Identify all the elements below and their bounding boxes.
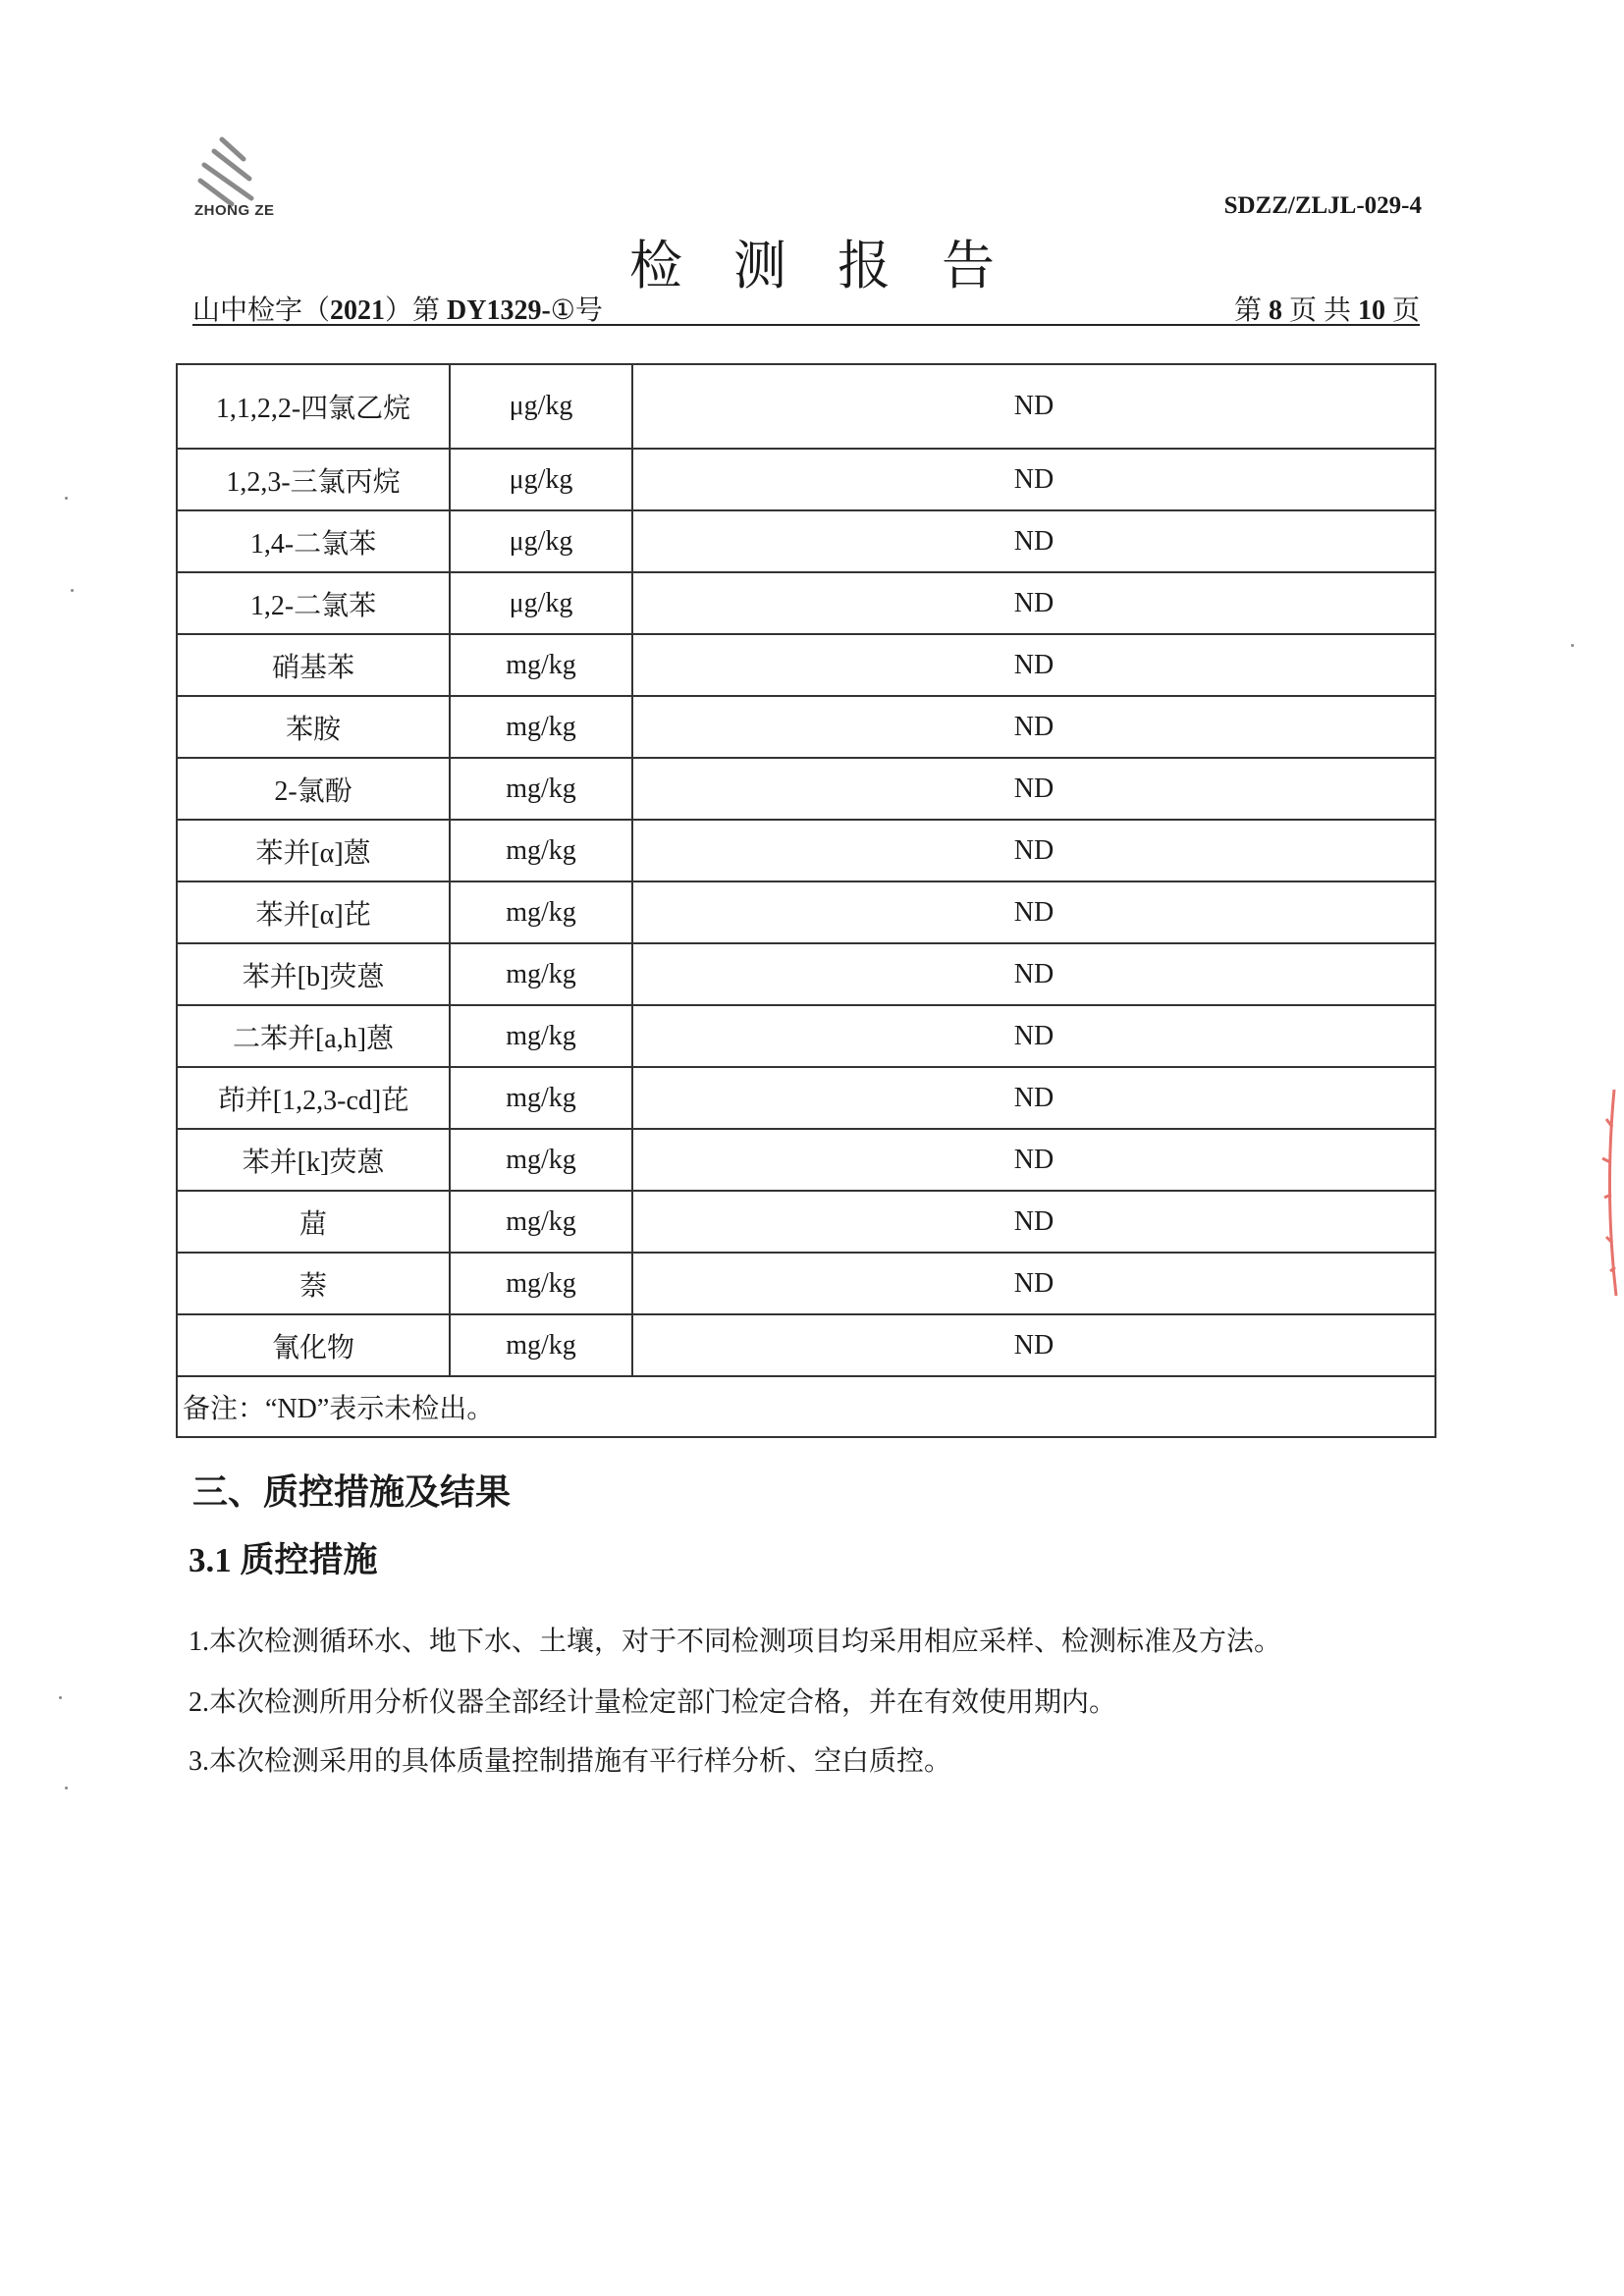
unit-cell: mg/kg xyxy=(450,696,632,758)
unit-cell: mg/kg xyxy=(450,1253,632,1314)
unit-cell: mg/kg xyxy=(450,943,632,1005)
report-no-id: DY1329- xyxy=(447,295,551,326)
unit-cell: mg/kg xyxy=(450,1191,632,1253)
table-row xyxy=(177,1129,1435,1191)
table-row xyxy=(177,696,1435,758)
qc-paragraph-1: 1.本次检测循环水、地下水、土壤，对于不同检测项目均采用相应采样、检测标准及方法。 xyxy=(189,1627,1282,1657)
item-cell: 䓛 xyxy=(177,1191,450,1253)
item-cell: 1,1,2,2-四氯乙烷 xyxy=(177,364,450,449)
report-no-prefix: 山中检字（ xyxy=(192,295,331,326)
result-cell: ND xyxy=(632,1253,1435,1314)
item-cell: 苯并[b]荧蒽 xyxy=(177,943,450,1005)
item-cell: 茚并[1,2,3-cd]芘 xyxy=(177,1067,450,1129)
scan-speck xyxy=(59,1696,62,1699)
item-cell: 2-氯酚 xyxy=(177,758,450,820)
table-row xyxy=(177,1253,1435,1314)
result-cell: ND xyxy=(632,449,1435,510)
item-cell: 1,4-二氯苯 xyxy=(177,510,450,572)
table-row xyxy=(177,758,1435,820)
item-cell: 苯胺 xyxy=(177,696,450,758)
table-row xyxy=(177,943,1435,1005)
table-row xyxy=(177,510,1435,572)
result-cell: ND xyxy=(632,572,1435,634)
page-label-1: 第 xyxy=(1233,295,1269,326)
table-row xyxy=(177,1191,1435,1253)
table-row xyxy=(177,1067,1435,1129)
item-cell: 1,2-二氯苯 xyxy=(177,572,450,634)
document-code: SDZZ/ZLJL-029-4 xyxy=(1223,192,1422,219)
unit-cell: mg/kg xyxy=(450,1067,632,1129)
report-number xyxy=(192,289,603,328)
result-cell: ND xyxy=(632,696,1435,758)
table-row xyxy=(177,449,1435,510)
result-cell: ND xyxy=(632,1005,1435,1067)
results-table xyxy=(176,363,1436,1438)
qc-paragraph-2: 2.本次检测所用分析仪器全部经计量检定部门检定合格，并在有效使用期内。 xyxy=(189,1687,1117,1718)
report-year: 2021 xyxy=(330,295,386,326)
item-cell: 1,2,3-三氯丙烷 xyxy=(177,449,450,510)
report-no-suffix: ①号 xyxy=(550,295,603,326)
result-cell: ND xyxy=(632,364,1435,449)
result-cell: ND xyxy=(632,758,1435,820)
page-label-2: 页 共 xyxy=(1281,295,1358,326)
table-row xyxy=(177,572,1435,634)
header-divider xyxy=(192,324,1420,326)
unit-cell: mg/kg xyxy=(450,758,632,820)
qc-paragraph-3: 3.本次检测采用的具体质量控制措施有平行样分析、空白质控。 xyxy=(189,1746,952,1777)
table-row xyxy=(177,364,1435,449)
item-cell: 氰化物 xyxy=(177,1314,450,1376)
result-cell: ND xyxy=(632,820,1435,881)
result-cell: ND xyxy=(632,1067,1435,1129)
result-cell: ND xyxy=(632,1191,1435,1253)
scan-speck xyxy=(71,589,74,592)
table-note: 备注：“ND”表示未检出。 xyxy=(177,1376,1435,1437)
table-row xyxy=(177,1005,1435,1067)
scan-speck xyxy=(1571,644,1574,647)
scan-speck xyxy=(65,497,68,500)
unit-cell: μg/kg xyxy=(450,364,632,449)
item-cell: 苯并[α]芘 xyxy=(177,881,450,943)
unit-cell: mg/kg xyxy=(450,1129,632,1191)
scan-speck xyxy=(65,1787,68,1789)
unit-cell: mg/kg xyxy=(450,1005,632,1067)
table-row xyxy=(177,881,1435,943)
seal-stamp-edge xyxy=(1585,1080,1624,1306)
result-cell: ND xyxy=(632,634,1435,696)
item-cell: 二苯并[a,h]蒽 xyxy=(177,1005,450,1067)
report-no-mid: ）第 xyxy=(385,295,448,326)
unit-cell: μg/kg xyxy=(450,510,632,572)
page-total: 10 xyxy=(1357,295,1385,326)
table-row xyxy=(177,634,1435,696)
unit-cell: mg/kg xyxy=(450,634,632,696)
result-cell: ND xyxy=(632,1129,1435,1191)
item-cell: 硝基苯 xyxy=(177,634,450,696)
unit-cell: mg/kg xyxy=(450,820,632,881)
item-cell: 苯并[k]荧蒽 xyxy=(177,1129,450,1191)
results-table-body xyxy=(177,364,1435,1437)
result-cell: ND xyxy=(632,1314,1435,1376)
subsection-title: 3.1 质控措施 xyxy=(189,1541,378,1579)
result-cell: ND xyxy=(632,881,1435,943)
report-title: 检测报告 xyxy=(629,237,1046,295)
unit-cell: mg/kg xyxy=(450,881,632,943)
item-cell: 苯并[α]蒽 xyxy=(177,820,450,881)
result-cell: ND xyxy=(632,510,1435,572)
page-indicator xyxy=(1234,289,1420,328)
unit-cell: mg/kg xyxy=(450,1314,632,1376)
section-title: 三、质控措施及结果 xyxy=(192,1472,512,1512)
logo-text: ZHONG ZE xyxy=(194,202,275,219)
item-cell: 萘 xyxy=(177,1253,450,1314)
note-row xyxy=(177,1376,1435,1437)
result-cell: ND xyxy=(632,943,1435,1005)
unit-cell: μg/kg xyxy=(450,572,632,634)
page-label-3: 页 xyxy=(1384,295,1420,326)
table-row xyxy=(177,820,1435,881)
unit-cell: μg/kg xyxy=(450,449,632,510)
table-row xyxy=(177,1314,1435,1376)
page-number: 8 xyxy=(1268,295,1282,326)
